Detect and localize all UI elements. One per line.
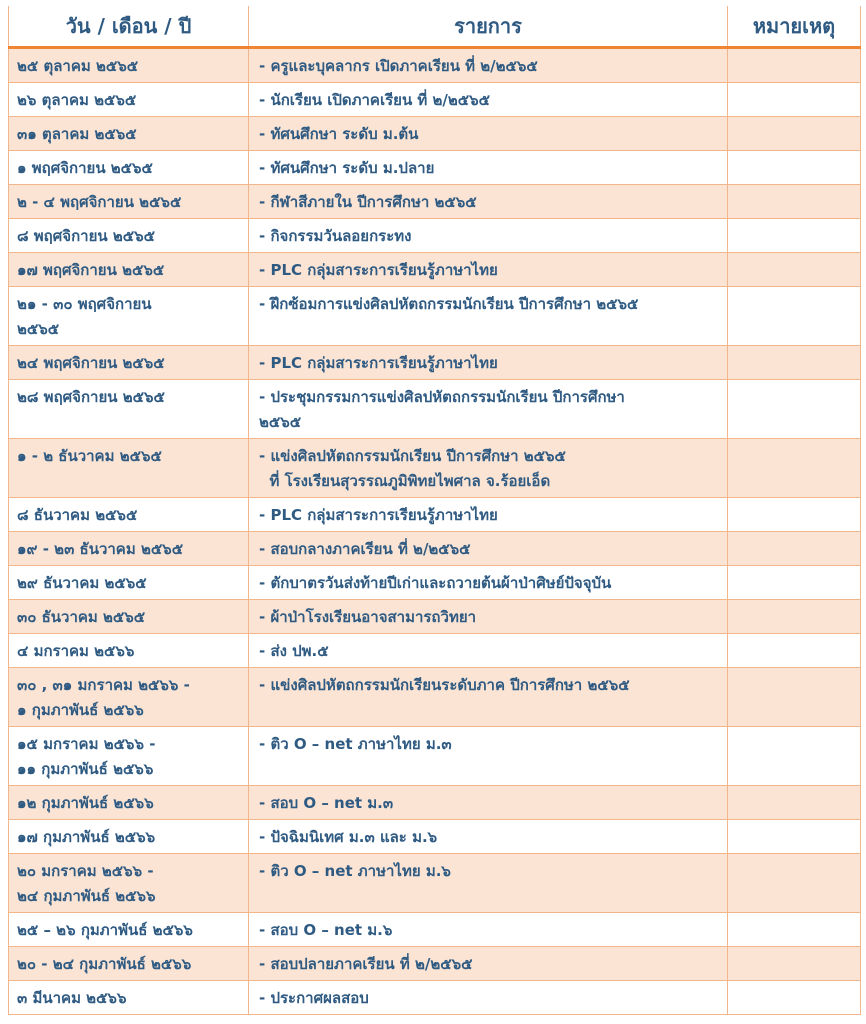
item-cell [249,253,728,287]
item-line: - ติว O – net ภาษาไทย ม.๖ [259,862,451,880]
item-cell [249,947,728,981]
note-cell [728,786,861,820]
date-line: ๒๕๖๕ [17,320,60,338]
table-row [9,253,861,287]
note-cell [728,380,861,439]
item-line: ๒๕๖๕ [259,413,302,431]
item-cell [249,786,728,820]
date-line: ๘ พฤศจิกายน ๒๕๖๕ [17,227,155,245]
item-line: - ผ้าป่าโรงเรียนอาจสามารถวิทยา [259,608,477,626]
item-line: - นักเรียน เปิดภาคเรียน ที่ ๒/๒๕๖๕ [259,91,491,109]
date-cell [9,634,249,668]
item-line: - แข่งศิลปหัตถกรรมนักเรียน ปีการศึกษา ๒๕๖๕ [259,447,566,465]
date-line: ๑๒ กุมภาพันธ์ ๒๕๖๖ [17,794,154,812]
item-cell [249,600,728,634]
item-line: - ส่ง ปพ.๕ [259,642,329,660]
table-row [9,981,861,1015]
date-cell [9,668,249,727]
item-cell [249,498,728,532]
date-line: ๒๔ กุมภาพันธ์ ๒๕๖๖ [17,887,156,905]
date-cell [9,566,249,600]
note-cell [728,566,861,600]
date-cell [9,48,249,83]
table-row [9,727,861,786]
date-cell [9,83,249,117]
note-cell [728,727,861,786]
date-line: ๒๑ - ๓๐ พฤศจิกายน [17,295,152,313]
date-cell [9,820,249,854]
table-row [9,913,861,947]
note-cell [728,854,861,913]
date-line: ๒๐ - ๒๔ กุมภาพันธ์ ๒๕๖๖ [17,955,192,973]
item-cell [249,634,728,668]
item-line: - ทัศนศึกษา ระดับ ม.ปลาย [259,159,435,177]
note-cell [728,83,861,117]
item-line: - ทัศนศึกษา ระดับ ม.ต้น [259,125,419,143]
date-line: ๑๑ กุมภาพันธ์ ๒๕๖๖ [17,760,154,778]
note-cell [728,439,861,498]
date-cell [9,219,249,253]
item-cell [249,346,728,380]
item-cell [249,117,728,151]
date-line: ๘ ธันวาคม ๒๕๖๕ [17,506,138,524]
item-line: - กิจกรรมวันลอยกระทง [259,227,412,245]
date-line: ๑ พฤศจิกายน ๒๕๖๕ [17,159,153,177]
date-line: ๓๑ ตุลาคม ๒๕๖๕ [17,125,137,143]
note-cell [728,185,861,219]
date-cell [9,346,249,380]
note-cell [728,600,861,634]
date-cell [9,981,249,1015]
item-cell [249,219,728,253]
item-line: - ประชุมกรรมการแข่งศิลปหัตถกรรมนักเรียน ปีการศึกษา [259,388,625,406]
date-cell [9,727,249,786]
date-line: ๒๕ ตุลาคม ๒๕๖๕ [17,57,139,75]
date-cell [9,532,249,566]
table-row [9,634,861,668]
date-line: ๒๐ มกราคม ๒๕๖๖ - [17,862,154,880]
item-cell [249,532,728,566]
item-cell [249,48,728,83]
item-cell [249,854,728,913]
date-cell [9,913,249,947]
table-row [9,185,861,219]
header-note: หมายเหตุ [728,6,861,48]
date-line: ๑ - ๒ ธันวาคม ๒๕๖๕ [17,447,162,465]
item-line: - PLC กลุ่มสาระการเรียนรู้ภาษาไทย [259,506,498,524]
item-cell [249,668,728,727]
item-cell [249,185,728,219]
table-row [9,287,861,346]
table-row [9,380,861,439]
item-line: - ครูและบุคลากร เปิดภาคเรียน ที่ ๒/๒๕๖๕ [259,57,538,75]
date-line: ๔ มกราคม ๒๕๖๖ [17,642,135,660]
date-cell [9,439,249,498]
item-line: - ฝึกซ้อมการแข่งศิลปหัตถกรรมนักเรียน ปีการศึกษา ๒๕๖๕ [259,295,639,313]
item-line: - สอบกลางภาคเรียน ที่ ๒/๒๕๖๕ [259,540,471,558]
note-cell [728,219,861,253]
date-line: ๓๐ ธันวาคม ๒๕๖๕ [17,608,146,626]
note-cell [728,253,861,287]
date-cell [9,854,249,913]
date-cell [9,600,249,634]
header-date: วัน / เดือน / ปี [9,6,249,48]
table-row [9,498,861,532]
note-cell [728,668,861,727]
date-line: ๒๙ ธันวาคม ๒๕๖๕ [17,574,147,592]
item-line: - ตักบาตรวันส่งท้ายปีเก่าและถวายต้นผ้าป่าศิษย์ปัจจุบัน [259,574,612,592]
note-cell [728,913,861,947]
note-cell [728,117,861,151]
note-cell [728,151,861,185]
date-cell [9,253,249,287]
item-line: - สอบปลายภาคเรียน ที่ ๒/๒๕๖๕ [259,955,473,973]
item-cell [249,380,728,439]
table-row [9,668,861,727]
item-line: - กีฬาสีภายใน ปีการศึกษา ๒๕๖๕ [259,193,477,211]
table-row [9,117,861,151]
date-cell [9,287,249,346]
date-line: ๑ กุมภาพันธ์ ๒๕๖๖ [17,701,144,719]
date-cell [9,185,249,219]
table-row [9,83,861,117]
date-cell [9,786,249,820]
header-row [9,6,861,48]
note-cell [728,346,861,380]
date-line: ๓๐ , ๓๑ มกราคม ๒๕๖๖ - [17,676,190,694]
item-line: - PLC กลุ่มสาระการเรียนรู้ภาษาไทย [259,261,498,279]
item-cell [249,981,728,1015]
table-row [9,151,861,185]
note-cell [728,48,861,83]
date-line: ๒๖ ตุลาคม ๒๕๖๕ [17,91,137,109]
table-row [9,786,861,820]
table-row [9,439,861,498]
item-line: - แข่งศิลปหัตถกรรมนักเรียนระดับภาค ปีการศึกษา ๒๕๖๕ [259,676,630,694]
item-line: - ติว O – net ภาษาไทย ม.๓ [259,735,452,753]
item-line: - ปัจฉิมนิเทศ ม.๓ และ ม.๖ [259,828,438,846]
item-cell [249,727,728,786]
date-line: ๑๗ พฤศจิกายน ๒๕๖๕ [17,261,165,279]
item-line: - สอบ O – net ม.๖ [259,921,393,939]
table-row [9,219,861,253]
item-cell [249,566,728,600]
table-row [9,947,861,981]
item-cell [249,820,728,854]
item-cell [249,287,728,346]
table-row [9,820,861,854]
note-cell [728,820,861,854]
item-cell [249,151,728,185]
item-cell [249,439,728,498]
date-line: ๒๘ พฤศจิกายน ๒๕๖๕ [17,388,165,406]
schedule-container [8,6,860,1015]
date-cell [9,117,249,151]
item-line: - PLC กลุ่มสาระการเรียนรู้ภาษาไทย [259,354,498,372]
item-line: ที่ โรงเรียนสุวรรณภูมิพิทยไพศาล จ.ร้อยเอ็ด [259,472,551,490]
date-line: ๑๗ กุมภาพันธ์ ๒๕๖๖ [17,828,156,846]
table-row [9,346,861,380]
date-line: ๓ มีนาคม ๒๕๖๖ [17,989,127,1007]
item-line: - ประกาศผลสอบ [259,989,369,1007]
note-cell [728,947,861,981]
header-item: รายการ [249,6,728,48]
date-line: ๒ - ๔ พฤศจิกายน ๒๕๖๕ [17,193,182,211]
note-cell [728,532,861,566]
schedule-body [9,48,861,1015]
date-line: ๑๙ - ๒๓ ธันวาคม ๒๕๖๕ [17,540,184,558]
date-cell [9,151,249,185]
schedule-table [8,6,861,1015]
item-line: - สอบ O – net ม.๓ [259,794,394,812]
table-row [9,532,861,566]
note-cell [728,981,861,1015]
date-line: ๒๔ พฤศจิกายน ๒๕๖๕ [17,354,165,372]
date-cell [9,380,249,439]
table-row [9,854,861,913]
date-cell [9,498,249,532]
date-line: ๑๕ มกราคม ๒๕๖๖ - [17,735,156,753]
note-cell [728,498,861,532]
table-row [9,600,861,634]
item-cell [249,913,728,947]
item-cell [249,83,728,117]
table-row [9,48,861,83]
date-cell [9,947,249,981]
date-line: ๒๕ – ๒๖ กุมภาพันธ์ ๒๕๖๖ [17,921,193,939]
table-row [9,566,861,600]
note-cell [728,634,861,668]
note-cell [728,287,861,346]
